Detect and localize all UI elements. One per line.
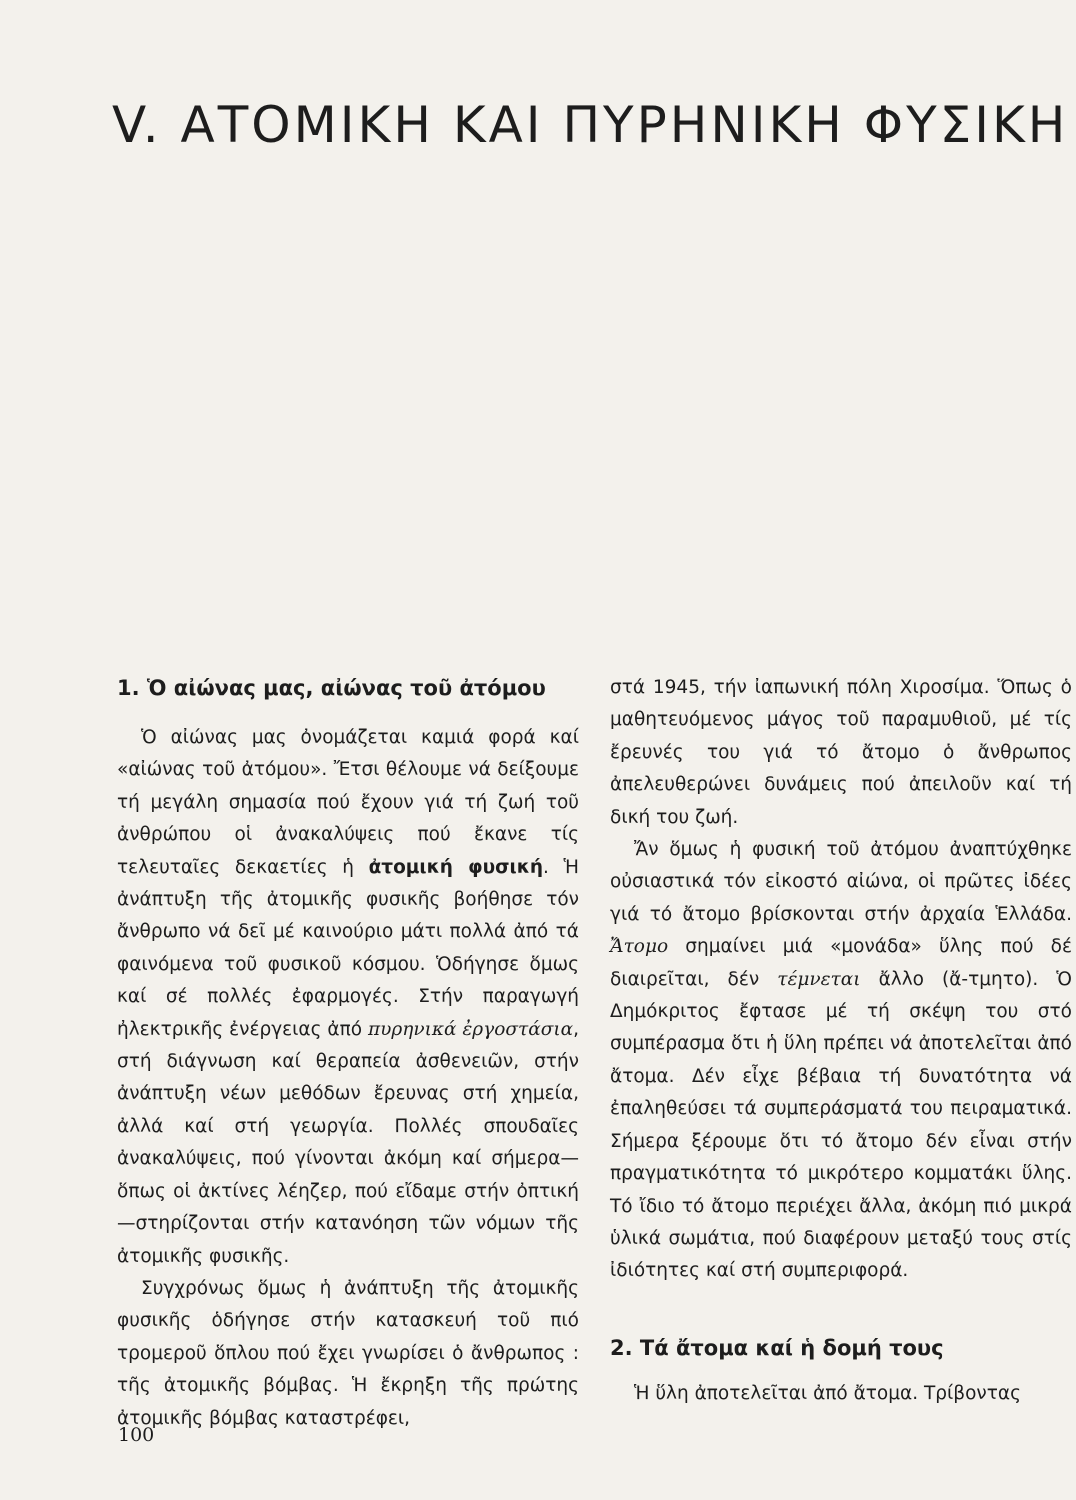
paragraph: στά 1945, τήν ἰαπωνική πόλη Χιροσίμα. Ὅπως ὁ μαθητευόμενος μάγος τοῦ παραμυθιοῦ, μέ τίς ἔρευνές του γιά τό ἄτομο ὁ ἄνθρωπος ἀπελευθερώνει δυνάμεις πού ἀπειλοῦν καί τή δική του ζωή. [610,677,1072,828]
paragraph: Ἡ ὕλη ἀποτελεῖται ἀπό ἄτομα. Τρίβοντας [634,1382,1021,1404]
text: σημαίνει μιά «μονάδα» ὕλης πού δέ διαιρεῖται, δέν [610,936,1072,990]
text: Ἄν ὅμως ἡ φυσική τοῦ ἀτόμου ἀναπτύχθηκε οὐσιαστικά τόν εἰκοστό αἰώνα, οἱ πρῶτες ἰδέες γιά τό ἄτομο βρίσκονται στήν ἀρχαία Ἑλλάδα. [610,839,1072,925]
paragraph [117,722,579,1273]
italic-term: πυρηνικά ἐργοστάσια [367,1018,574,1040]
text: ἄλλο (ἄ-τμητο). Ὁ Δημόκριτος ἔφτασε μέ τή σκέψη του στό συμπέρασμα ὅτι ἡ ὕλη πρέπει νά ἀποτελεῖται ἀπό ἄτομα. Δέν εἶχε βέβαια τή δυνατότητα νά ἐπαληθεύσει τά συμπεράσματά του πειραματικά. Σήμερα ξέρουμε ὅτι τό ἄτομο δέν εἶναι στήν πραγματικότητα τό μικρότερο κομματάκι ὕλης. Τό ἴδιο τό ἄτομο περιέχει ἄλλα, ἀκόμη πιό μικρά ὑλικά σωμάτια, πού διαφέρουν μεταξύ τους στίς ἰδιότητες καί στή συμπεριφορά. [610,968,1072,1282]
section-2-heading: 2. Τά ἄτομα καί ἡ δομή τους [610,1335,944,1360]
section-1-heading: 1. Ὁ αἰώνας μας, αἰώνας τοῦ ἀτόμου [117,676,546,700]
left-column [117,672,579,1435]
text: . Ἡ ἀνάπτυξη τῆς ἀτομικῆς φυσικῆς βοήθησε τόν ἄνθρωπο νά δεῖ μέ καινούριο μάτι πολλά ἀπό τά φαινόμενα τοῦ φυσικοῦ κόσμου. Ὁδήγησε ὅμως καί σέ πολλές ἐφαρμογές. Στήν παραγωγή ἠλεκτρικῆς ἐνέργειας ἀπό [117,856,580,1040]
italic-term: Ἄτομο [610,936,669,958]
text: Ὁ αἰώνας μας ὀνομάζεται καμιά φορά καί «αἰώνας τοῦ ἀτόμου». Ἔτσι θέλουμε νά δείξουμε τή μεγάλη σημασία πού ἔχουν γιά τή ζωή τοῦ ἀνθρώπου οἱ ἀνακαλύψεις πού ἔκανε τίς τελευταῖες δεκαετίες ἡ [117,727,579,878]
italic-term: τέμνεται [777,968,861,990]
text: , στή διάγνωση καί θεραπεία ἀσθενειῶν, στήν ἀνάπτυξη νέων μεθόδων ἔρευνας στή χημεία, ἀλλά καί στή γεωργία. Πολλές σπουδαῖες ἀνακαλύψεις, πού γίνονται ἀκόμη καί σήμερα—ὅπως οἱ ἀκτίνες λέηζερ, πού εἴδαμε στήν ὀπτική—στηρίζονται στήν κατανόηση τῶν νόμων τῆς ἀτομικῆς φυσικῆς. [117,1018,579,1267]
page-number: 100 [118,1424,155,1446]
chapter-title: V. ΑΤΟΜΙΚΗ ΚΑΙ ΠΥΡΗΝΙΚΗ ΦΥΣΙΚΗ [112,96,1069,154]
right-column [610,672,1072,1410]
paragraph [610,834,1072,1288]
bold-term: ἀτομική φυσική [368,856,544,878]
paragraph: Συγχρόνως ὅμως ἡ ἀνάπτυξη τῆς ἀτομικῆς φυσικῆς ὁδήγησε στήν κατασκευή τοῦ πιό τρομεροῦ ὅπλου πού ἔχει γνωρίσει ὁ ἄνθρωπος : τῆς ἀτομικῆς βόμβας. Ἡ ἔκρηξη τῆς πρώτης ἀτομικῆς βόμβας καταστρέφει, [117,1277,579,1429]
